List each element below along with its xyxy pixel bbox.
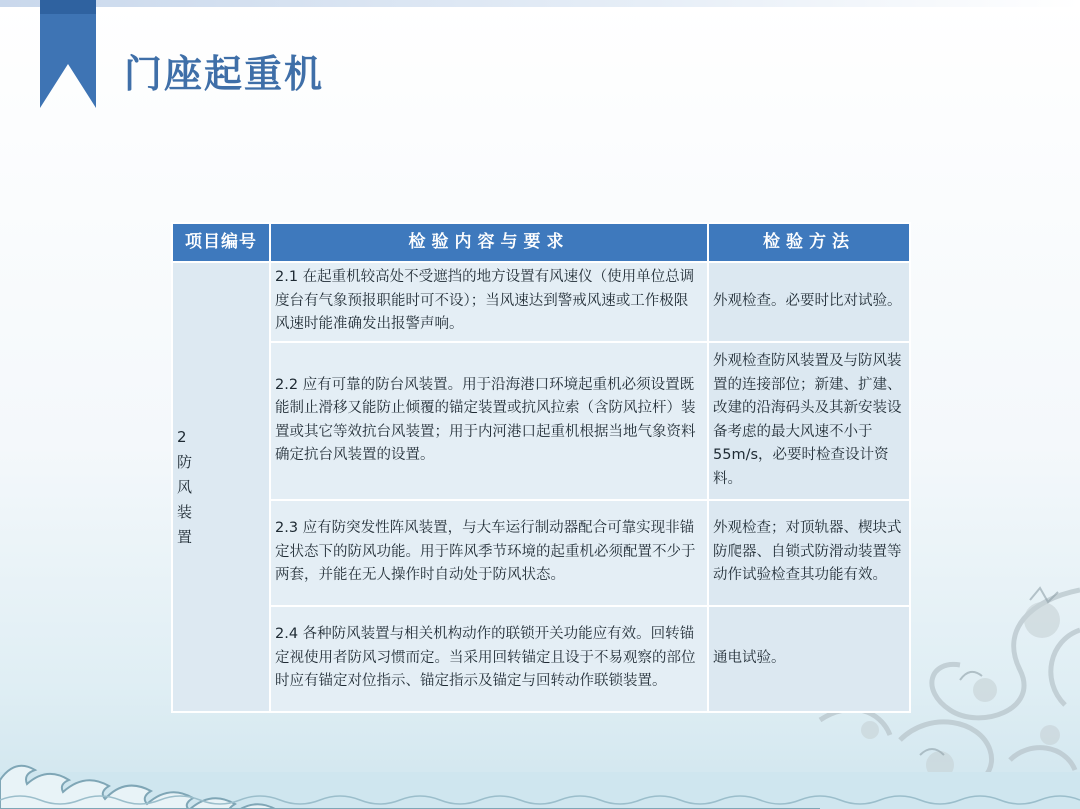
item-cell (172, 262, 270, 712)
table-row (172, 262, 910, 342)
header-requirements: 检验内容与要求 (270, 223, 708, 262)
table-row (172, 500, 910, 606)
item-number: 2 (177, 427, 187, 446)
bookmark-icon (40, 0, 96, 108)
item-name-char: 置 (177, 527, 193, 546)
waves-decoration (0, 752, 1080, 809)
method-cell: 外观检查防风装置及与防风装置的连接部位；新建、扩建、改建的沿海码头及其新安装设备考虑的最大风速不小于55m/s，必要时检查设计资料。 (708, 342, 910, 500)
requirement-cell: 2.4 各种防风装置与相关机构动作的联锁开关功能应有效。回转锚定视使用者防风习惯而定。当采用回转锚定且设于不易观察的部位时应有锚定对位指示、锚定指示及锚定与回转动作联锁装置。 (270, 606, 708, 712)
requirement-cell: 2.1 在起重机较高处不受遮挡的地方设置有风速仪（使用单位总调度台有气象预报职能时可不设）；当风速达到警戒风速或工作极限风速时能准确发出报警声响。 (270, 262, 708, 342)
requirement-cell: 2.3 应有防突发性阵风装置，与大车运行制动器配合可靠实现非锚定状态下的防风功能。用于阵风季节环境的起重机必须配置不少于两套，并能在无人操作时自动处于防风状态。 (270, 500, 708, 606)
method-cell: 外观检查。必要时比对试验。 (708, 262, 910, 342)
header-method: 检验方法 (708, 223, 910, 262)
top-strip (0, 0, 1080, 7)
method-cell: 通电试验。 (708, 606, 910, 712)
table-row (172, 606, 910, 712)
item-name-char: 防 (177, 452, 193, 471)
inspection-table (171, 222, 911, 713)
requirement-cell: 2.2 应有可靠的防台风装置。用于沿海港口环境起重机必须设置既能制止滑移又能防止倾覆的锚定装置或抗风拉索（含防风拉杆）装置或其它等效抗台风装置；用于内河港口起重机根据当地气象资料确定抗台风装置的设置。 (270, 342, 708, 500)
table-header-row (172, 223, 910, 262)
item-name-char: 风 (177, 477, 193, 496)
table-row (172, 342, 910, 500)
item-name-char: 装 (177, 502, 193, 521)
header-item-number: 项目编号 (172, 223, 270, 262)
page-title: 门座起重机 (124, 52, 325, 96)
method-cell: 外观检查；对顶轨器、楔块式防爬器、自锁式防滑动装置等动作试验检查其功能有效。 (708, 500, 910, 606)
